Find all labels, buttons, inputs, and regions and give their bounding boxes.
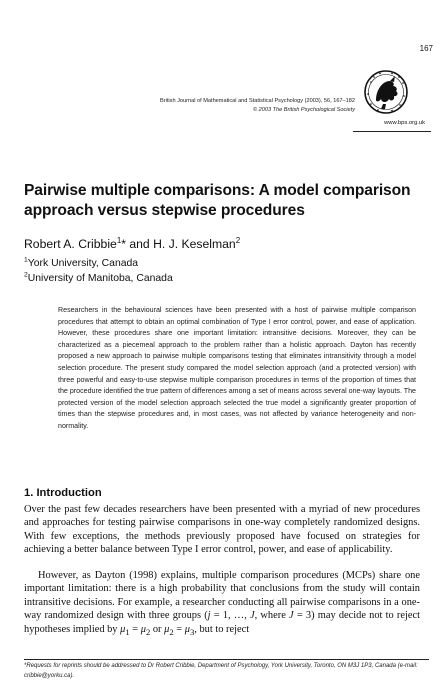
journal-citation: British Journal of Mathematical and Statistical Psychology (2003), 56, 167–182 xyxy=(160,98,355,104)
math-var: μ xyxy=(184,623,190,635)
bps-logo xyxy=(362,68,410,116)
author-line xyxy=(24,237,240,251)
affiliation xyxy=(24,258,138,269)
paragraph-text: = 3) may decide not to reject hypotheses implied by xyxy=(24,610,420,635)
footnote-rule xyxy=(24,659,429,660)
website-url[interactable]: www.bps.org.uk xyxy=(384,120,425,126)
author-separator: and xyxy=(125,237,154,251)
section-heading: 1. Introduction xyxy=(24,487,102,499)
math-var: μ xyxy=(140,623,146,635)
footnote: *Requests for reprints should be addressed to Dr Robert Cribbie, Department of Psychology, York University, Toronto, ON M3J 1P3, Canada (e-mail: cribbie@yorku.ca). xyxy=(24,663,418,679)
paragraph-text: , but to reject xyxy=(194,623,250,635)
paragraph-text: = xyxy=(129,623,141,635)
math-subscript: 2 xyxy=(169,626,174,637)
affiliation-marker: 1 xyxy=(24,256,28,264)
affiliation-name: York University, Canada xyxy=(27,258,139,269)
paper-title: Pairwise multiple comparisons: A model comparison approach versus stepwise procedures xyxy=(24,182,411,219)
math-subscript: 2 xyxy=(145,626,151,637)
paragraph-text: , where xyxy=(254,610,286,622)
paragraph-text: or xyxy=(150,623,165,635)
author-name: H. J. Keselman xyxy=(153,237,236,251)
affiliation-name: University of Manitoba, Canada xyxy=(27,273,173,284)
page-number: 167 xyxy=(419,44,433,53)
body-paragraph: Over the past few decades researchers have been presented with a myriad of new procedures and approaches for testing pairwise comparisons in one-way completely randomized designs. With few exceptions, the methods previously proposed have focused on strategies for achieving a better balance between Type I error control, power, and ease of applicability. xyxy=(24,504,420,556)
journal-header xyxy=(160,97,355,115)
math-var: J xyxy=(250,610,255,622)
corresponding-marker: * xyxy=(121,237,126,251)
author-affil-marker: 2 xyxy=(235,235,241,245)
journal-copyright: © 2003 The British Psychological Society xyxy=(252,107,355,113)
paragraph-text: = xyxy=(173,623,185,635)
math-subscript: 1 xyxy=(125,626,130,637)
paragraph-text: = 1, …, xyxy=(210,610,250,622)
header-rule xyxy=(353,131,431,132)
math-subscript: 3 xyxy=(189,626,195,637)
body-paragraph xyxy=(24,569,420,639)
affiliation xyxy=(24,273,173,284)
math-var: j xyxy=(207,610,211,622)
author-name: Robert A. Cribbie xyxy=(24,237,117,251)
paragraph-text: However, as Dayton (1998) explains, multiple comparison procedures (MCPs) share one important limitation: there is a high probability that conclusions from the study will contain intransitive decisions. For example, a researcher conducting all pairwise comparisons in a one-way randomized design with three groups ( xyxy=(24,570,420,622)
math-var: μ xyxy=(164,623,170,635)
affiliation-marker: 2 xyxy=(24,271,28,279)
math-var: J xyxy=(289,610,294,622)
abstract: Researchers in the behavioural sciences have been presented with a host of pairwise multiple comparison procedures that attempt to obtain an optimal combination of Type I error control, power, and ease of application. However, these procedures share one important limitation: intransitive decisions. Moreover, they can be characterized as a piecemeal approach to the problem rather than a holistic approach. Dayton has recently proposed a new approach to pairwise multiple comparisons testing that eliminates intransitivity through a model selection procedure. The present study compared the model selection approach (and a protected version) with three powerful and easy-to-use stepwise multiple comparison procedures in terms of the proportion of times that the procedure identified the true pattern of differences among a set of means across several one-way layouts. The protected version of the model selection approach selected the true model a significantly greater proportion of times than the stepwise procedures and, in most cases, was not affected by variance heterogeneity and non-normality. xyxy=(58,306,416,430)
author-affil-marker: 1 xyxy=(116,235,122,245)
math-var: μ xyxy=(120,623,126,635)
